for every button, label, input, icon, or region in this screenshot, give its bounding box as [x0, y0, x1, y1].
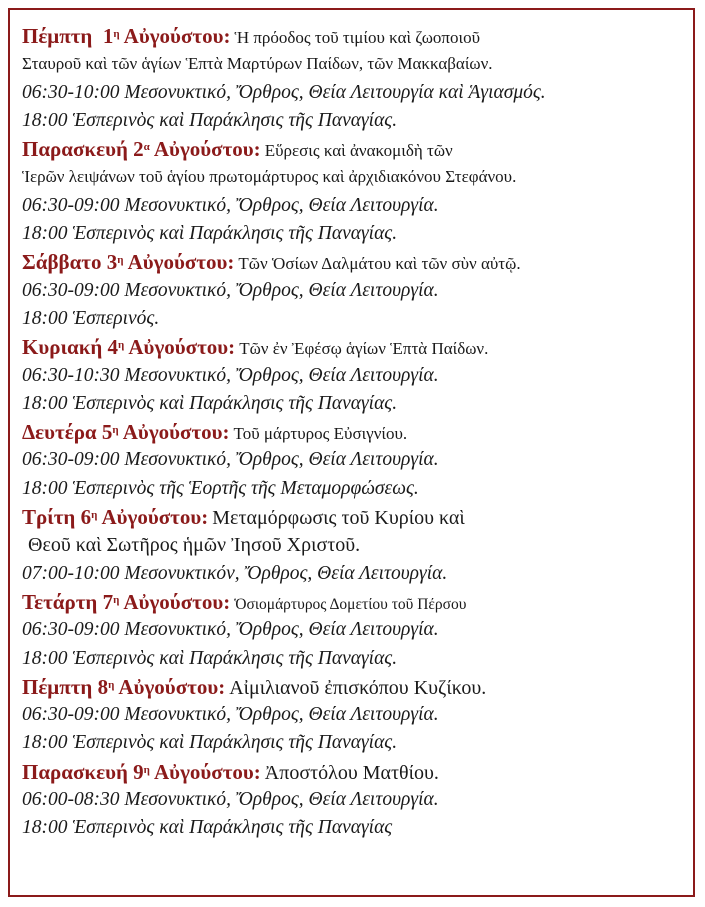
schedule-line: 06:30-09:00 Μεσονυκτικό, Ὄρθρος, Θεία Λειτουργία. [22, 704, 439, 726]
day-heading: Κυριακή $4^\eta$ Αὐγούστου: [22, 335, 236, 360]
feast-text: Τῶν ἐν Ἐφέσῳ ἁγίων Ἑπτὰ Παίδων. [239, 339, 489, 359]
schedule-line: 18:00 Ἑσπερινὸς τῆς Ἑορτῆς τῆς Μεταμορφώσεως. [22, 477, 419, 499]
schedule-line: 06:30-09:00 Μεσονυκτικό, Ὄρθρος, Θεία Λειτουργία. [22, 449, 439, 471]
feast-text: Θεοῦ καὶ Σωτῆρος ἡμῶν Ἰησοῦ Χριστοῦ. [28, 534, 361, 557]
day-heading: Τετάρτη $7^\eta$ Αὐγούστου: [22, 589, 231, 614]
schedule-line: 07:00-10:00 Μεσονυκτικόν, Ὄρθρος, Θεία Λειτουργία. [22, 562, 448, 584]
entry-7-header [22, 588, 685, 616]
day-heading: Σάββατο $3^\eta$ Αὐγούστου: [22, 250, 235, 275]
schedule-line: 18:00 Ἑσπερινὸς καὶ Παράκλησις τῆς Παναγίας. [22, 732, 398, 754]
entry-9-header [22, 758, 685, 786]
day-heading: Παρασκευή $9^\eta$ Αὐγούστου: [22, 759, 261, 784]
schedule-line: 18:00 Ἑσπερινός. [22, 307, 160, 329]
feast-text: Εὕρεσις καὶ ἀνακομιδὴ τῶν [264, 141, 453, 161]
schedule-line: 18:00 Ἑσπερινὸς καὶ Παράκλησις τῆς Παναγίας. [22, 647, 398, 669]
day-heading: Δευτέρα $5^\eta$ Αὐγούστου: [22, 420, 230, 445]
feast-text: Μεταμόρφωσις τοῦ Κυρίου καὶ [212, 507, 465, 530]
schedule-list [22, 22, 685, 843]
schedule-line: 06:00-08:30 Μεσονυκτικό, Ὄρθρος, Θεία Λειτουργία. [22, 789, 439, 811]
feast-text: Αἰμιλιανοῦ ἐπισκόπου Κυζίκου. [229, 676, 487, 699]
entry-1-header [22, 22, 685, 50]
schedule-line: 18:00 Ἑσπερινὸς καὶ Παράκλησις τῆς Παναγίας [22, 817, 393, 839]
schedule-line: 18:00 Ἑσπερινὸς καὶ Παράκλησις τῆς Παναγίας. [22, 109, 398, 131]
feast-text: Ἡ πρόοδος τοῦ τιμίου καὶ ζωοποιοῦ [234, 28, 480, 47]
feast-text: Ὁσιομάρτυρος Δομετίου τοῦ Πέρσου [234, 595, 467, 613]
schedule-line: 06:30-10:00 Μεσονυκτικό, Ὄρθρος, Θεία Λειτουργία καὶ Ἁγιασμός. [22, 81, 546, 103]
schedule-line: 06:30-09:00 Μεσονυκτικό, Ὄρθρος, Θεία Λειτουργία. [22, 279, 439, 301]
day-heading: Πέμπτη $1^\eta$ Αὐγούστου: [22, 24, 231, 48]
entry-3-header [22, 248, 685, 276]
feast-text: Σταυροῦ καὶ τῶν ἁγίων Ἑπτὰ Μαρτύρων Παίδων, τῶν Μακκαβαίων. [22, 54, 493, 74]
feast-text: Ἱερῶν λειψάνων τοῦ ἁγίου πρωτομάρτυρος καὶ ἀρχιδιακόνου Στεφάνου. [22, 167, 517, 187]
schedule-line: 06:30-09:00 Μεσονυκτικό, Ὄρθρος, Θεία Λειτουργία. [22, 619, 439, 641]
feast-text: Τῶν Ὁσίων Δαλμάτου καὶ τῶν σὺν αὐτῷ. [238, 254, 521, 274]
feast-text: Τοῦ μάρτυρος Εὐσιγνίου. [233, 424, 408, 444]
entry-8-header [22, 673, 685, 701]
schedule-line: 06:30-09:00 Μεσονυκτικό, Ὄρθρος, Θεία Λειτουργία. [22, 194, 439, 216]
entry-5-header [22, 418, 685, 446]
entry-4-header [22, 333, 685, 361]
feast-text: Ἀποστόλου Ματθίου. [264, 761, 439, 784]
day-heading: Παρασκευή $2^\alpha$ Αὐγούστου: [22, 137, 261, 162]
entry-2-header [22, 135, 685, 163]
schedule-frame [8, 8, 695, 897]
entry-6-header [22, 503, 685, 531]
schedule-line: 18:00 Ἑσπερινὸς καὶ Παράκλησις τῆς Παναγίας. [22, 223, 398, 245]
day-heading: Πέμπτη $8^\eta$ Αὐγούστου: [22, 674, 226, 699]
day-heading: Τρίτη $6^\eta$ Αὐγούστου: [22, 505, 209, 530]
schedule-line: 18:00 Ἑσπερινὸς καὶ Παράκλησις τῆς Παναγίας. [22, 392, 398, 414]
schedule-line: 06:30-10:30 Μεσονυκτικό, Ὄρθρος, Θεία Λειτουργία. [22, 364, 439, 386]
